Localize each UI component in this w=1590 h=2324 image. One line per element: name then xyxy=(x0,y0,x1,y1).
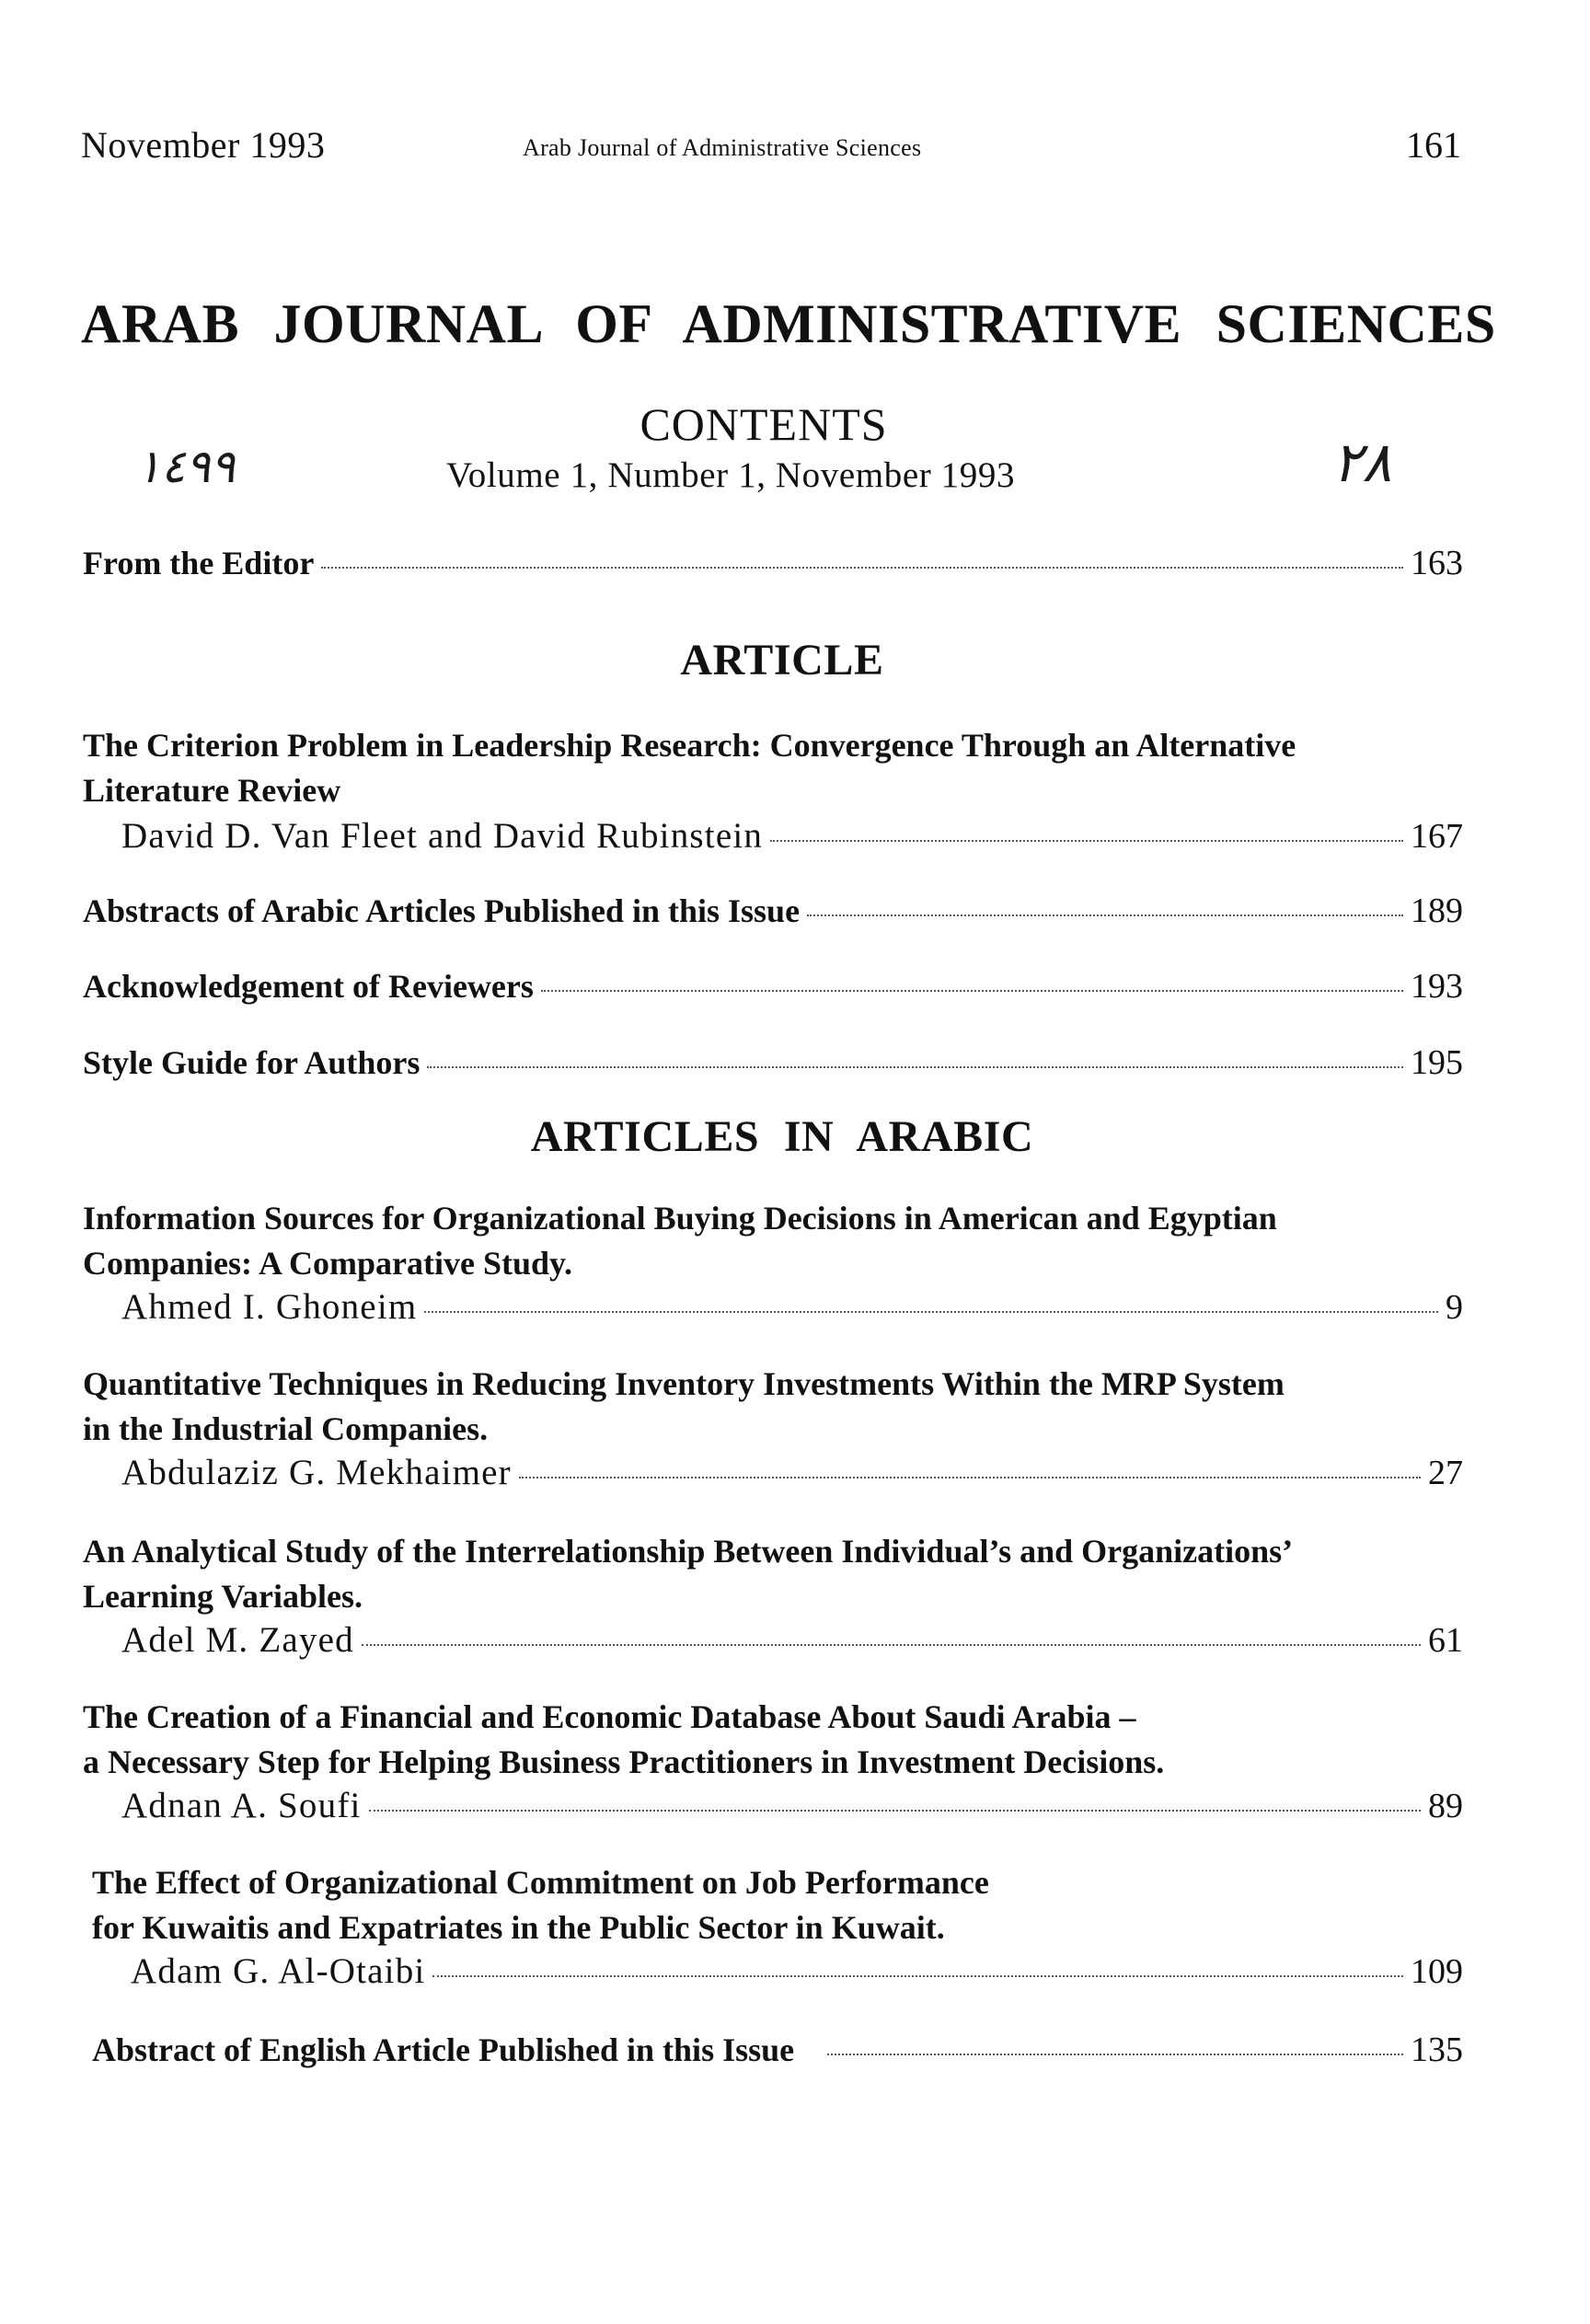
toc-entry-from-editor[interactable] xyxy=(83,543,1463,589)
article-author: Ahmed I. Ghoneim xyxy=(121,1287,418,1327)
article-title-line: Companies: A Comparative Study. xyxy=(83,1245,573,1282)
running-header xyxy=(81,123,1461,169)
toc-entry-style-guide[interactable] xyxy=(83,1042,1463,1088)
dot-leader xyxy=(807,915,1403,916)
toc-page-number: 109 xyxy=(1411,1952,1463,1991)
article-author: Abdulaziz G. Mekhaimer xyxy=(121,1453,512,1492)
arabic-article-title[interactable] xyxy=(83,1529,1463,1619)
toc-page-number: 193 xyxy=(1411,967,1463,1006)
arabic-article-author-row xyxy=(83,1452,1463,1498)
toc-page-number: 27 xyxy=(1428,1454,1463,1492)
toc-entry-label: Abstracts of Arabic Articles Published in this Issue xyxy=(83,892,801,929)
article-title-line: in the Industrial Companies. xyxy=(83,1410,489,1447)
article-title-line: The Creation of a Financial and Economic Database About Saudi Arabia – xyxy=(83,1698,1136,1735)
dot-leader xyxy=(541,990,1403,992)
toc-entry-label: Style Guide for Authors xyxy=(83,1044,421,1081)
dot-leader xyxy=(424,1311,1438,1313)
article-title-line: Literature Review xyxy=(83,772,341,809)
dot-leader xyxy=(362,1644,1421,1646)
article-title-line: The Criterion Problem in Leadership Research: Convergence Through an Alternative xyxy=(83,727,1296,764)
toc-page-number: 9 xyxy=(1446,1288,1463,1327)
toc-page-number: 189 xyxy=(1411,892,1463,930)
article-title-line: Information Sources for Organizational Buying Decisions in American and Egyptian xyxy=(83,1200,1277,1237)
dot-leader xyxy=(321,567,1403,569)
arabic-article-title[interactable] xyxy=(83,1695,1463,1785)
arabic-article-author-row xyxy=(83,1785,1463,1831)
article-title-line: Quantitative Techniques in Reducing Inventory Investments Within the MRP System xyxy=(83,1365,1285,1402)
dot-leader xyxy=(827,2054,1403,2055)
section-heading-article: ARTICLE xyxy=(680,636,884,685)
article-author-row xyxy=(83,815,1463,861)
toc-entry-label: From the Editor xyxy=(83,545,315,581)
article-title-line: a Necessary Step for Helping Business Practitioners in Investment Decisions. xyxy=(83,1743,1165,1780)
arabic-article-author-row xyxy=(83,1619,1463,1665)
article-title-line: An Analytical Study of the Interrelationship Between Individual’s and Organizations’ xyxy=(83,1533,1294,1570)
dot-leader xyxy=(432,1975,1403,1977)
issue-date: November 1993 xyxy=(81,124,326,166)
arabic-article-title[interactable] xyxy=(92,1860,1472,1950)
handwritten-mark-right: ۲۸ xyxy=(1332,432,1392,493)
dot-leader xyxy=(519,1477,1421,1478)
toc-page-number: 195 xyxy=(1411,1043,1463,1082)
toc-page-number: 89 xyxy=(1428,1787,1463,1825)
toc-page-number: 61 xyxy=(1428,1621,1463,1660)
journal-name: Arab Journal of Administrative Sciences xyxy=(523,134,922,161)
contents-heading: CONTENTS xyxy=(639,398,888,450)
section-heading-arabic: ARTICLES IN ARABIC xyxy=(530,1112,1034,1161)
toc-page-number: 135 xyxy=(1411,2031,1463,2069)
article-title[interactable] xyxy=(83,723,1463,813)
article-author: Adel M. Zayed xyxy=(121,1620,354,1660)
article-author: Adam G. Al-Otaibi xyxy=(131,1951,426,1991)
toc-entry-label: Abstract of English Article Published in this Issue xyxy=(92,2031,795,2068)
toc-entry-english-abstract[interactable] xyxy=(92,2030,1463,2076)
toc-entry-label: Acknowledgement of Reviewers xyxy=(83,968,534,1005)
arabic-article-author-row xyxy=(83,1286,1463,1332)
arabic-article-title[interactable] xyxy=(83,1196,1463,1286)
arabic-article-author-row xyxy=(92,1950,1463,1996)
dot-leader xyxy=(369,1810,1421,1812)
article-title-line: Learning Variables. xyxy=(83,1578,363,1615)
toc-page-number: 167 xyxy=(1411,817,1463,856)
arabic-article-title[interactable] xyxy=(83,1362,1463,1452)
dot-leader xyxy=(427,1066,1403,1068)
journal-title: ARAB JOURNAL OF ADMINISTRATIVE SCIENCES xyxy=(81,293,1496,354)
article-title-line: for Kuwaitis and Expatriates in the Public Sector in Kuwait. xyxy=(92,1909,945,1946)
toc-entry-abstracts-arabic[interactable] xyxy=(83,891,1463,937)
article-author: Adnan A. Soufi xyxy=(121,1786,362,1825)
page-number: 161 xyxy=(1406,124,1461,166)
toc-entry-acknowledgement[interactable] xyxy=(83,966,1463,1012)
article-title-line: The Effect of Organizational Commitment on Job Performance xyxy=(92,1864,989,1901)
dot-leader xyxy=(770,840,1403,842)
article-author: David D. Van Fleet and David Rubinstein xyxy=(121,816,764,856)
toc-page-number: 163 xyxy=(1411,544,1463,582)
volume-line: Volume 1, Number 1, November 1993 xyxy=(446,455,1016,495)
handwritten-mark-left: ١٤٩٩ xyxy=(136,441,236,492)
